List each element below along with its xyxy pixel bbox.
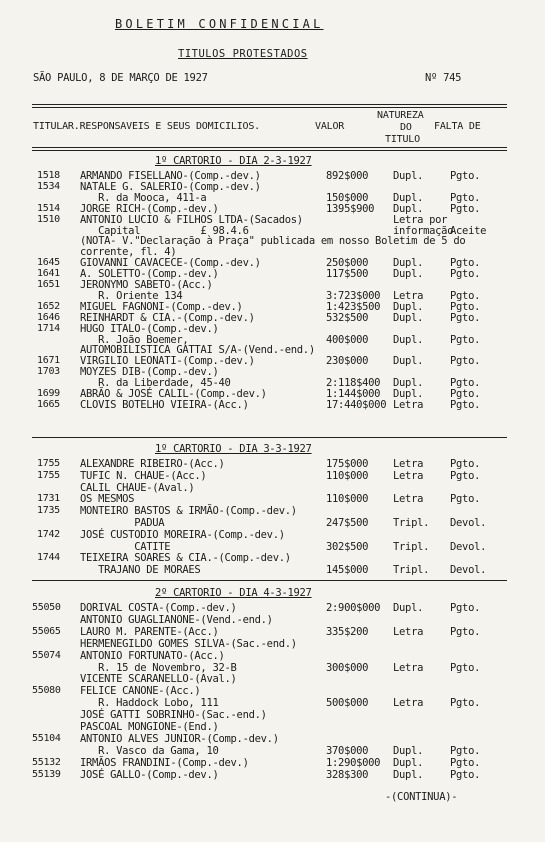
entry-code: 55065 — [32, 625, 61, 637]
entry-value: 247$500 — [326, 517, 369, 529]
entry-name: R. da Mooca, 411-a — [80, 191, 207, 204]
entry-code: 1510 — [37, 213, 60, 225]
section-heading: 2º CARTORIO - DIA 4-3-1927 — [155, 587, 312, 599]
entry-code: 1514 — [37, 202, 60, 214]
entry-missing: Pgto. — [450, 768, 481, 781]
entry-missing: Pgto. — [450, 756, 481, 769]
entry-code: 1534 — [37, 180, 60, 192]
continues-footer: -(CONTINUA)- — [385, 791, 458, 803]
entry-nature: Dupl. — [393, 191, 424, 204]
entry-name: PADUA — [80, 517, 165, 529]
entry-name: ANTONIO FORTUNATO-(Acc.) — [80, 649, 225, 662]
entry-code: 1755 — [37, 469, 60, 481]
column-header-missing: FALTA DE — [434, 121, 481, 132]
section-heading: 1º CARTORIO - DIA 3-3-1927 — [155, 443, 312, 455]
entry-value: 17:440$000 — [326, 398, 387, 411]
entry-nature: Dupl. — [393, 377, 424, 390]
entry-name: R. Vasco da Gama, 10 — [80, 744, 219, 757]
entry-nature: Letra — [393, 493, 424, 506]
entry-nature: Dupl. — [393, 388, 424, 400]
entry-code: 1665 — [37, 398, 60, 410]
entry-name: JOSÉ GATTI SOBRINHO-(Sac.-end.) — [80, 709, 267, 722]
entry-nature: Letra — [393, 289, 424, 302]
entry-nature: Letra — [393, 661, 424, 674]
entry-code: 1646 — [37, 311, 60, 323]
entry-name: VICENTE SCARANELLO-(Aval.) — [80, 673, 237, 686]
entry-code: 1652 — [37, 300, 60, 312]
entry-nature: Dupl. — [393, 333, 424, 346]
entry-name: GIOVANNI CAVACECE-(Comp.-dev.) — [80, 257, 261, 270]
entry-value: 532$500 — [326, 311, 369, 324]
entry-name: R. Oriente 134 — [80, 289, 183, 302]
entry-value: 150$000 — [326, 191, 369, 204]
entry-value: 110$000 — [326, 493, 369, 506]
entry-value: 110$000 — [326, 469, 369, 482]
entry-name: (NOTA- V."Declaração à Praça" publicada em nosso Boletim de 5 do — [80, 235, 466, 248]
entry-name: LAURO M. PARENTE-(Acc.) — [80, 625, 219, 638]
entry-name: ANTONIO LUCIO & FILHOS LTDA-(Sacados) — [80, 213, 303, 226]
entry-value: 302$500 — [326, 540, 369, 553]
entry-missing: Pgto. — [450, 377, 481, 390]
entry-name: OS MESMOS — [80, 493, 135, 506]
entry-name: MOYZES DIB-(Comp.-dev.) — [80, 366, 219, 379]
entry-code: 55050 — [32, 602, 61, 613]
entry-missing: Pgto. — [450, 311, 481, 324]
column-header-nature-2: DO — [400, 122, 412, 133]
entry-missing: Devol. — [450, 517, 487, 529]
entry-name: DORIVAL COSTA-(Comp.-dev.) — [80, 602, 237, 614]
entry-value: 175$000 — [326, 458, 369, 470]
entry-missing: Pgto. — [450, 170, 481, 182]
entry-missing: Devol. — [450, 540, 487, 553]
entry-value: 300$000 — [326, 661, 369, 674]
entry-value: 3:723$000 — [326, 289, 381, 302]
entry-name: AUTOMOBILISTICA GATTAI S/A-(Vend.-end.) — [80, 344, 315, 357]
entry-missing: Pgto. — [450, 469, 481, 482]
column-header-nature-3: TITULO — [385, 134, 420, 145]
entry-missing: Pgto. — [450, 398, 481, 411]
entry-name: TRAJANO DE MORAES — [80, 564, 201, 577]
entry-code: 1671 — [37, 355, 60, 367]
entry-nature: Letra — [393, 697, 424, 710]
entry-value: 145$000 — [326, 564, 369, 577]
entry-missing: Pgto. — [450, 493, 481, 506]
entry-missing: Pgto. — [450, 697, 481, 710]
bulletin-title: BOLETIM CONFIDENCIAL — [115, 17, 324, 31]
entry-name: JOSÉ GALLO-(Comp.-dev.) — [80, 768, 219, 781]
entry-code: 55104 — [32, 732, 61, 744]
entry-missing: Pgto. — [450, 602, 481, 614]
entry-name: TEIXEIRA SOARES & CIA.-(Comp.-dev.) — [80, 552, 291, 565]
entry-missing: Devol. — [450, 564, 487, 577]
section-separator — [32, 580, 507, 581]
entry-name: CALIL CHAUE-(Aval.) — [80, 481, 195, 494]
entry-missing: Pgto. — [450, 289, 481, 302]
entry-value: 328$300 — [326, 768, 369, 781]
entry-code: 1742 — [37, 528, 60, 540]
entry-name: REINHARDT & CIA.-(Comp.-dev.) — [80, 311, 255, 324]
entry-missing: Pgto. — [450, 458, 481, 470]
entry-name: ANTONIO GUAGLIANONE-(Vend.-end.) — [80, 613, 273, 626]
entry-name: R. 15 de Novembro, 32-B — [80, 661, 237, 674]
entry-code: 1755 — [37, 458, 60, 469]
entry-name: ALEXANDRE RIBEIRO-(Acc.) — [80, 458, 225, 470]
entry-nature: Dupl. — [393, 355, 424, 368]
entry-value: 117$500 — [326, 268, 369, 281]
entry-name: PASCOAL MONGIONE-(End.) — [80, 721, 219, 733]
entry-name: JORGE RICH-(Comp.-dev.) — [80, 202, 219, 215]
entry-code: 55074 — [32, 649, 61, 661]
entry-nature: Tripl. — [393, 540, 430, 553]
column-header-nature-1: NATUREZA — [377, 110, 424, 121]
entry-missing: Pgto. — [450, 625, 481, 638]
entry-missing: Pgto. — [450, 355, 481, 368]
entry-value: 335$200 — [326, 625, 369, 638]
entry-nature: Dupl. — [393, 768, 424, 781]
entry-missing: Pgto. — [450, 388, 481, 400]
entry-value: 250$000 — [326, 257, 369, 270]
entry-nature: Letra — [393, 458, 424, 470]
entry-name: ANTONIO ALVES JUNIOR-(Comp.-dev.) — [80, 732, 279, 745]
entry-nature: informação — [393, 224, 454, 237]
entry-missing: Pgto. — [450, 744, 481, 757]
header-rule-bottom — [32, 147, 507, 151]
entry-value: 2:118$400 — [326, 377, 381, 390]
entry-name: corrente, fl. 4) — [80, 246, 177, 259]
entry-code: 1699 — [37, 388, 60, 399]
entry-missing: Pgto. — [450, 202, 481, 215]
entry-missing: Pgto. — [450, 333, 481, 346]
entry-code: 1744 — [37, 552, 60, 564]
entry-value: 2:900$000 — [326, 602, 381, 614]
entry-nature: Dupl. — [393, 257, 424, 270]
entry-value: 1:423$500 — [326, 300, 381, 313]
entry-name: FELICE CANONE-(Acc.) — [80, 685, 201, 698]
entry-name: A. SOLETTO-(Comp.-dev.) — [80, 268, 219, 281]
entry-missing: Pgto. — [450, 268, 481, 281]
entry-missing: Aceite — [450, 224, 487, 237]
entry-nature: Dupl. — [393, 744, 424, 757]
entry-value: 400$000 — [326, 333, 369, 346]
entry-code: 1651 — [37, 279, 60, 290]
entry-name: JOSÉ CUSTODIO MOREIRA-(Comp.-dev.) — [80, 528, 285, 541]
entry-value: 500$000 — [326, 697, 369, 710]
entry-name: R. João Boemer, — [80, 333, 189, 346]
entry-name: NATALE G. SALERIO-(Comp.-dev.) — [80, 180, 261, 193]
entry-nature: Dupl. — [393, 202, 424, 215]
entry-name: ABRÃO & JOSÉ CALIL-(Comp.-dev.) — [80, 388, 267, 400]
section-separator — [32, 437, 507, 438]
entry-missing: Pgto. — [450, 191, 481, 204]
entry-nature: Letra — [393, 398, 424, 411]
entry-name: JERONYMO SABETO-(Acc.) — [80, 279, 213, 291]
entry-name: MIGUEL FAGNONI-(Comp.-dev.) — [80, 300, 243, 313]
section-heading: 1º CARTORIO - DIA 2-3-1927 — [155, 155, 312, 167]
entry-nature: Dupl. — [393, 300, 424, 313]
entry-nature: Dupl. — [393, 311, 424, 324]
entry-nature: Tripl. — [393, 517, 430, 529]
entry-code: 1703 — [37, 366, 60, 378]
entry-value: 230$000 — [326, 355, 369, 368]
entry-name: HERMENEGILDO GOMES SILVA-(Sac.-end.) — [80, 637, 297, 650]
entry-name: R. Haddock Lobo, 111 — [80, 697, 219, 710]
entry-name: CATITE — [80, 540, 171, 553]
entry-value: 370$000 — [326, 744, 369, 757]
column-header-value: VALOR — [315, 121, 345, 132]
entry-nature: Letra por — [393, 213, 448, 226]
entry-missing: Pgto. — [450, 257, 481, 270]
entry-nature: Letra — [393, 625, 424, 638]
entry-name: TUFIC N. CHAUE-(Acc.) — [80, 469, 207, 482]
entry-missing: Pgto. — [450, 300, 481, 313]
bulletin-subtitle: TITULOS PROTESTADOS — [178, 48, 308, 60]
entry-value: 892$000 — [326, 170, 369, 182]
entry-value: 1:290$000 — [326, 756, 381, 769]
entry-nature: Dupl. — [393, 268, 424, 281]
entry-name: IRMÃOS FRANDINI-(Comp.-dev.) — [80, 756, 249, 769]
entry-code: 1645 — [37, 257, 60, 269]
entry-name: Capital £ 98.4.6 — [80, 224, 249, 237]
entry-code: 55139 — [32, 768, 61, 780]
entry-name: R. da Liberdade, 45-40 — [80, 377, 231, 390]
entry-code: 1714 — [37, 322, 60, 334]
entry-code: 1641 — [37, 268, 60, 280]
entry-nature: Letra — [393, 469, 424, 482]
entry-name: VIRGILIO LEONATI-(Comp.-dev.) — [80, 355, 255, 368]
entry-value: 1395$900 — [326, 202, 375, 215]
entry-code: 55080 — [32, 685, 61, 697]
entry-name: ARMANDO FISELLANO-(Comp.-dev.) — [80, 170, 261, 182]
entry-code: 55132 — [32, 756, 61, 768]
entry-nature: Dupl. — [393, 170, 424, 182]
bulletin-number: Nº 745 — [425, 72, 462, 84]
entry-code: 1518 — [37, 170, 60, 181]
entry-nature: Dupl. — [393, 756, 424, 769]
header-rule-top — [32, 104, 507, 108]
entry-code: 1731 — [37, 493, 60, 505]
entry-code: 1735 — [37, 505, 60, 517]
entry-nature: Dupl. — [393, 602, 424, 614]
entry-value: 1:144$000 — [326, 388, 381, 400]
place-date: SÃO PAULO, 8 DE MARÇO DE 1927 — [33, 72, 208, 84]
entry-name: HUGO ITALO-(Comp.-dev.) — [80, 322, 219, 335]
entry-name: MONTEIRO BASTOS & IRMÃO-(Comp.-dev.) — [80, 505, 297, 518]
entry-name: CLOVIS BOTELHO VIEIRA-(Acc.) — [80, 398, 249, 411]
column-header-responsible: TITULAR.RESPONSAVEIS E SEUS DOMICILIOS. — [33, 121, 260, 132]
entry-missing: Pgto. — [450, 661, 481, 674]
entry-nature: Tripl. — [393, 564, 430, 577]
